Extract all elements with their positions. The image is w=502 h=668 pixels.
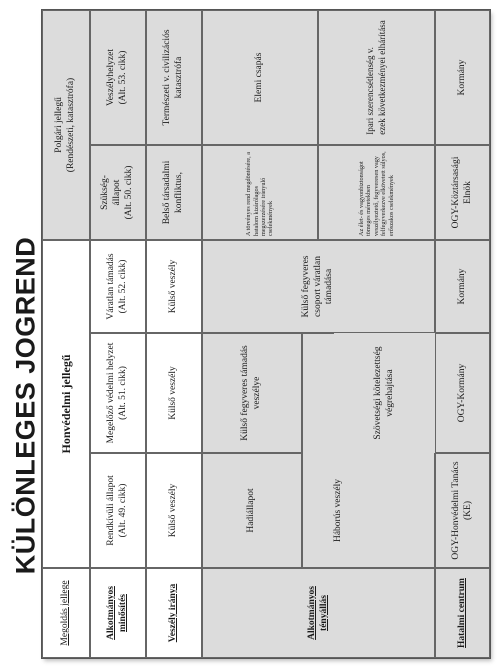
centrum-rendkivuli: OGY-Honvédelmi Tanács (KE) xyxy=(435,453,490,568)
tenyallas-szovetsegi-kotelezettseg: Szövetségi kötelezettség végrehajtása xyxy=(334,333,435,453)
centrum-megelozo: OGY-Kormány xyxy=(435,333,490,453)
row-label-veszely-iranya: Veszély iránya xyxy=(146,568,202,658)
minosites-veszelyhelyzet: Veszélyhelyzet (Alt. 53. cikk) xyxy=(90,10,146,145)
tenyallas-ipari-szerencsetlenseg: Ipari szerencsétlenség v. ezek következményei elhárítása xyxy=(318,10,435,145)
centrum-szuksegallapot: OGY-Köztársasági Elnök xyxy=(435,145,490,240)
tenyallas-torvenyes-rend: A törvényes rend megdöntésére, a hatalom kizárólagos megszerzésére irányuló cselekmények xyxy=(202,145,318,240)
veszely-megelozo: Külső veszély xyxy=(146,333,202,453)
document-page xyxy=(42,10,490,658)
tenyallas-hadiallapot: Hadiállapot xyxy=(202,453,302,568)
tenyallas-kulso-fegyveres-tamadas-veszelye: Külső fegyveres támadás veszélye xyxy=(202,333,302,453)
minosites-rendkivuli: Rendkívüli állapot (Alt. 49. cikk) xyxy=(90,453,146,568)
page-title-text: KÜLÖNLEGES JOGREND xyxy=(10,236,41,574)
header-honvedelmi: Honvédelmi jellegű xyxy=(42,240,90,568)
row-label-alkotmanyos-tenyallas: Alkotmányos tényállás xyxy=(202,568,435,658)
tenyallas-varatlan-tamadas: Külső fegyveres csoport váratlan támadása xyxy=(202,240,435,333)
veszely-varatlan: Külső veszély xyxy=(146,240,202,333)
tenyallas-haborus-veszely: Háborús veszély xyxy=(302,333,435,568)
tenyallas-elet-vagyonbiztonsag: Az élet- és vagyonbiztonságot tömeges méretekben veszélyeztető, fegyveresen vagy felfegyverkezve elkövetett súlyos, erőszakos cselekmények xyxy=(318,145,435,240)
header-megoldas-jellege: Megoldás jellege xyxy=(42,568,90,658)
row-label-hatalmi-centrum: Hatalmi centrum xyxy=(435,568,490,658)
centrum-varatlan: Kormány xyxy=(435,240,490,333)
row-label-alkotmanyos-minosites: Alkotmányos minősítés xyxy=(90,568,146,658)
veszely-veszelyhelyzet: Természeti v. civilizációs katasztrófa xyxy=(146,10,202,145)
veszely-rendkivuli: Külső veszély xyxy=(146,453,202,568)
minosites-szuksegallapot: Szükség- állapot (Alt. 50. cikk) xyxy=(90,145,146,240)
header-polgari: Polgári jellegű (Rendészeti, katasztrófa) xyxy=(42,10,90,240)
centrum-veszelyhelyzet: Kormány xyxy=(435,10,490,145)
jogrend-table xyxy=(41,9,491,659)
tenyallas-elemi-csapas: Elemi csapás xyxy=(202,10,318,145)
page-title xyxy=(6,160,46,650)
veszely-szuksegallapot: Belső társadalmi konfliktus, xyxy=(146,145,202,240)
minosites-varatlan: Váratlan támadás (Alt. 52. cikk) xyxy=(90,240,146,333)
minosites-megelozo: Megelőző védelmi helyzet (Alt. 51. cikk) xyxy=(90,333,146,453)
